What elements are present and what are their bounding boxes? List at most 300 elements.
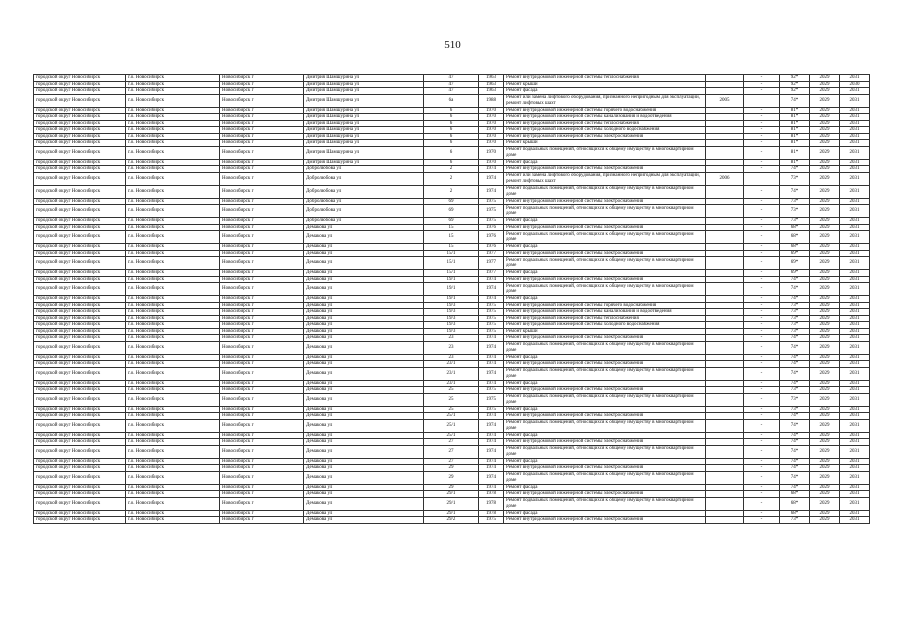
locality-cell: Новосибирск г: [220, 296, 304, 303]
build-year-cell: 1974: [479, 341, 504, 354]
wear-percent-cell: 69*: [780, 250, 810, 257]
municipal-district-cell: городской округ Новосибирск: [34, 393, 126, 406]
municipal-district-cell: городской округ Новосибирск: [34, 205, 126, 218]
settlement-cell: г.о. Новосибирск: [126, 354, 220, 361]
locality-cell: Новосибирск г: [220, 413, 304, 420]
repair-work-cell: Ремонт внутридомовой инженерной системы электроснабжения: [504, 491, 706, 498]
dash-cell: -: [744, 439, 780, 446]
build-year-cell: 1970: [479, 114, 504, 121]
dash-cell: -: [744, 81, 780, 88]
repair-year-cell: [706, 205, 744, 218]
settlement-cell: г.о. Новосибирск: [126, 172, 220, 185]
dash-cell: -: [744, 257, 780, 270]
municipal-district-cell: городской округ Новосибирск: [34, 387, 126, 394]
build-year-cell: 1975: [479, 322, 504, 329]
repair-work-cell: Ремонт фасада: [504, 270, 706, 277]
start-year-cell: 2029: [810, 419, 840, 432]
start-year-cell: 2029: [810, 244, 840, 251]
dash-cell: -: [744, 159, 780, 166]
house-number-cell: 25/1: [424, 419, 479, 432]
house-number-cell: 23/1: [424, 380, 479, 387]
street-cell: Демакова ул: [304, 257, 424, 270]
end-year-cell: 2031: [840, 328, 870, 335]
municipal-district-cell: городской округ Новосибирск: [34, 380, 126, 387]
street-cell: Демакова ул: [304, 419, 424, 432]
house-number-cell: 19/3: [424, 309, 479, 316]
street-cell: Демакова ул: [304, 302, 424, 309]
start-year-cell: 2029: [810, 276, 840, 283]
municipal-district-cell: городской округ Новосибирск: [34, 185, 126, 198]
settlement-cell: г.о. Новосибирск: [126, 406, 220, 413]
start-year-cell: 2029: [810, 224, 840, 231]
municipal-district-cell: городской округ Новосибирск: [34, 302, 126, 309]
locality-cell: Новосибирск г: [220, 328, 304, 335]
repair-work-cell: Ремонт фасада: [504, 432, 706, 439]
dash-cell: -: [744, 465, 780, 472]
municipal-district-cell: городской округ Новосибирск: [34, 465, 126, 472]
settlement-cell: г.о. Новосибирск: [126, 146, 220, 159]
wear-percent-cell: 81*: [780, 159, 810, 166]
build-year-cell: 1974: [479, 413, 504, 420]
build-year-cell: 1975: [479, 387, 504, 394]
end-year-cell: 2031: [840, 439, 870, 446]
table-row: [34, 419, 870, 432]
build-year-cell: 1976: [479, 244, 504, 251]
repair-work-cell: Ремонт подвальных помещений, относящихся к общему имуществу в многоквартирном доме: [504, 445, 706, 458]
street-cell: Демакова ул: [304, 510, 424, 517]
repair-work-cell: Ремонт крыши: [504, 81, 706, 88]
street-cell: Демакова ул: [304, 491, 424, 498]
build-year-cell: 1988: [479, 94, 504, 107]
dash-cell: -: [744, 471, 780, 484]
house-number-cell: 6: [424, 146, 479, 159]
wear-percent-cell: 74*: [780, 354, 810, 361]
end-year-cell: 2031: [840, 393, 870, 406]
street-cell: Дмитрия Шамшурина ул: [304, 75, 424, 82]
build-year-cell: 1974: [479, 354, 504, 361]
start-year-cell: 2029: [810, 94, 840, 107]
house-number-cell: 2: [424, 172, 479, 185]
repair-year-cell: [706, 257, 744, 270]
wear-percent-cell: 73*: [780, 328, 810, 335]
end-year-cell: 2031: [840, 166, 870, 173]
dash-cell: [744, 94, 780, 107]
locality-cell: Новосибирск г: [220, 432, 304, 439]
locality-cell: Новосибирск г: [220, 133, 304, 140]
municipal-district-cell: городской округ Новосибирск: [34, 445, 126, 458]
municipal-district-cell: городской округ Новосибирск: [34, 198, 126, 205]
repair-work-cell: Ремонт фасада: [504, 244, 706, 251]
settlement-cell: г.о. Новосибирск: [126, 445, 220, 458]
repair-work-cell: Ремонт внутридомовой инженерной системы электроснабжения: [504, 250, 706, 257]
street-cell: Демакова ул: [304, 497, 424, 510]
wear-percent-cell: 74*: [780, 166, 810, 173]
settlement-cell: г.о. Новосибирск: [126, 484, 220, 491]
wear-percent-cell: 68*: [780, 491, 810, 498]
start-year-cell: 2029: [810, 432, 840, 439]
locality-cell: Новосибирск г: [220, 146, 304, 159]
dash-cell: -: [744, 367, 780, 380]
repair-work-cell: Ремонт внутридомовой инженерной системы электроснабжения: [504, 133, 706, 140]
dash-cell: -: [744, 127, 780, 134]
build-year-cell: 1963: [479, 88, 504, 95]
municipal-district-cell: городской округ Новосибирск: [34, 497, 126, 510]
dash-cell: -: [744, 335, 780, 342]
start-year-cell: 2029: [810, 393, 840, 406]
house-number-cell: 29: [424, 471, 479, 484]
table-row: [34, 231, 870, 244]
locality-cell: Новосибирск г: [220, 387, 304, 394]
locality-cell: Новосибирск г: [220, 335, 304, 342]
start-year-cell: 2029: [810, 185, 840, 198]
street-cell: Демакова ул: [304, 432, 424, 439]
page-number: 510: [444, 39, 461, 51]
wear-percent-cell: 92*: [780, 81, 810, 88]
settlement-cell: г.о. Новосибирск: [126, 497, 220, 510]
dash-cell: -: [744, 517, 780, 524]
build-year-cell: 1975: [479, 309, 504, 316]
street-cell: Дмитрия Шамшурина ул: [304, 146, 424, 159]
municipal-district-cell: городской округ Новосибирск: [34, 94, 126, 107]
repair-work-cell: Ремонт внутридомовой инженерной системы горячего водоснабжения: [504, 302, 706, 309]
street-cell: Добролюбова ул: [304, 198, 424, 205]
repair-year-cell: [706, 283, 744, 296]
house-number-cell: 29: [424, 465, 479, 472]
wear-percent-cell: 81*: [780, 146, 810, 159]
dash-cell: -: [744, 198, 780, 205]
house-number-cell: 2: [424, 185, 479, 198]
build-year-cell: 1977: [479, 270, 504, 277]
wear-percent-cell: 81*: [780, 133, 810, 140]
street-cell: Демакова ул: [304, 406, 424, 413]
repair-work-cell: Ремонт подвальных помещений, относящихся к общему имуществу в многоквартирном доме: [504, 205, 706, 218]
table-row: [34, 205, 870, 218]
dash-cell: -: [744, 315, 780, 322]
end-year-cell: 2031: [840, 322, 870, 329]
start-year-cell: 2029: [810, 75, 840, 82]
municipal-district-cell: городской округ Новосибирск: [34, 107, 126, 114]
wear-percent-cell: 74*: [780, 419, 810, 432]
build-year-cell: 1975: [479, 406, 504, 413]
municipal-district-cell: городской округ Новосибирск: [34, 276, 126, 283]
settlement-cell: г.о. Новосибирск: [126, 510, 220, 517]
municipal-district-cell: городской округ Новосибирск: [34, 159, 126, 166]
end-year-cell: 2031: [840, 127, 870, 134]
settlement-cell: г.о. Новосибирск: [126, 250, 220, 257]
dash-cell: -: [744, 146, 780, 159]
street-cell: Дмитрия Шамшурина ул: [304, 107, 424, 114]
start-year-cell: 2029: [810, 198, 840, 205]
street-cell: Дмитрия Шамшурина ул: [304, 133, 424, 140]
dash-cell: -: [744, 322, 780, 329]
wear-percent-cell: 74*: [780, 413, 810, 420]
street-cell: Демакова ул: [304, 445, 424, 458]
build-year-cell: 1974: [479, 283, 504, 296]
settlement-cell: г.о. Новосибирск: [126, 218, 220, 225]
street-cell: Дмитрия Шамшурина ул: [304, 114, 424, 121]
municipal-district-cell: городской округ Новосибирск: [34, 335, 126, 342]
street-cell: Демакова ул: [304, 270, 424, 277]
house-number-cell: 6: [424, 159, 479, 166]
end-year-cell: 2031: [840, 244, 870, 251]
dash-cell: -: [744, 497, 780, 510]
locality-cell: Новосибирск г: [220, 231, 304, 244]
start-year-cell: 2029: [810, 309, 840, 316]
house-number-cell: 27: [424, 439, 479, 446]
dash-cell: -: [744, 107, 780, 114]
wear-percent-cell: 74*: [780, 94, 810, 107]
dash-cell: -: [744, 484, 780, 491]
dash-cell: -: [744, 361, 780, 368]
house-number-cell: 25/1: [424, 432, 479, 439]
repair-work-cell: Ремонт внутридомовой инженерной системы электроснабжения: [504, 335, 706, 342]
table-row: [34, 172, 870, 185]
wear-percent-cell: 74*: [780, 276, 810, 283]
municipal-district-cell: городской округ Новосибирск: [34, 218, 126, 225]
municipal-district-cell: городской округ Новосибирск: [34, 367, 126, 380]
repair-work-cell: Ремонт подвальных помещений, относящихся к общему имуществу в многоквартирном доме: [504, 497, 706, 510]
end-year-cell: 2031: [840, 120, 870, 127]
start-year-cell: 2029: [810, 107, 840, 114]
locality-cell: Новосибирск г: [220, 393, 304, 406]
wear-percent-cell: 74*: [780, 484, 810, 491]
municipal-district-cell: городской округ Новосибирск: [34, 491, 126, 498]
wear-percent-cell: 68*: [780, 231, 810, 244]
build-year-cell: 1975: [479, 218, 504, 225]
municipal-district-cell: городской округ Новосибирск: [34, 341, 126, 354]
street-cell: Добролюбова ул: [304, 205, 424, 218]
municipal-district-cell: городской округ Новосибирск: [34, 354, 126, 361]
start-year-cell: 2029: [810, 387, 840, 394]
start-year-cell: 2029: [810, 166, 840, 173]
house-number-cell: 19/1: [424, 296, 479, 303]
end-year-cell: 2031: [840, 465, 870, 472]
settlement-cell: г.о. Новосибирск: [126, 244, 220, 251]
street-cell: Демакова ул: [304, 439, 424, 446]
start-year-cell: 2029: [810, 159, 840, 166]
settlement-cell: г.о. Новосибирск: [126, 107, 220, 114]
build-year-cell: 1974: [479, 276, 504, 283]
build-year-cell: 1963: [479, 81, 504, 88]
house-number-cell: 25/1: [424, 413, 479, 420]
start-year-cell: 2029: [810, 205, 840, 218]
dash-cell: -: [744, 205, 780, 218]
wear-percent-cell: 68*: [780, 244, 810, 251]
wear-percent-cell: 74*: [780, 296, 810, 303]
repair-year-cell: 2005: [706, 94, 744, 107]
settlement-cell: г.о. Новосибирск: [126, 322, 220, 329]
table-row: [34, 517, 870, 524]
settlement-cell: г.о. Новосибирск: [126, 302, 220, 309]
end-year-cell: 2031: [840, 432, 870, 439]
repair-work-cell: Ремонт внутридомовой инженерной системы электроснабжения: [504, 276, 706, 283]
repair-work-cell: Ремонт фасада: [504, 88, 706, 95]
municipal-district-cell: городской округ Новосибирск: [34, 146, 126, 159]
settlement-cell: г.о. Новосибирск: [126, 270, 220, 277]
build-year-cell: 1975: [479, 328, 504, 335]
locality-cell: Новосибирск г: [220, 81, 304, 88]
repair-work-cell: Ремонт внутридомовой инженерной системы электроснабжения: [504, 517, 706, 524]
wear-percent-cell: 74*: [780, 380, 810, 387]
dash-cell: -: [744, 276, 780, 283]
build-year-cell: 1974: [479, 172, 504, 185]
build-year-cell: 1963: [479, 75, 504, 82]
table-row: [34, 94, 870, 107]
start-year-cell: 2029: [810, 367, 840, 380]
settlement-cell: г.о. Новосибирск: [126, 140, 220, 147]
locality-cell: Новосибирск г: [220, 218, 304, 225]
end-year-cell: 2031: [840, 283, 870, 296]
start-year-cell: 2029: [810, 231, 840, 244]
house-number-cell: 27: [424, 445, 479, 458]
house-number-cell: 25: [424, 387, 479, 394]
wear-percent-cell: 74*: [780, 367, 810, 380]
municipal-district-cell: городской округ Новосибирск: [34, 166, 126, 173]
dash-cell: -: [744, 510, 780, 517]
build-year-cell: 1975: [479, 315, 504, 322]
start-year-cell: 2029: [810, 114, 840, 121]
municipal-district-cell: городской округ Новосибирск: [34, 257, 126, 270]
repair-work-cell: Ремонт внутридомовой инженерной системы горячего водоснабжения: [504, 107, 706, 114]
repair-work-cell: Ремонт фасада: [504, 380, 706, 387]
start-year-cell: 2029: [810, 133, 840, 140]
locality-cell: Новосибирск г: [220, 75, 304, 82]
start-year-cell: 2029: [810, 296, 840, 303]
house-number-cell: 23: [424, 335, 479, 342]
street-cell: Демакова ул: [304, 231, 424, 244]
municipal-district-cell: городской округ Новосибирск: [34, 328, 126, 335]
municipal-district-cell: городской округ Новосибирск: [34, 114, 126, 121]
municipal-district-cell: городской округ Новосибирск: [34, 120, 126, 127]
end-year-cell: 2031: [840, 172, 870, 185]
house-number-cell: 19/3: [424, 302, 479, 309]
build-year-cell: 1974: [479, 445, 504, 458]
settlement-cell: г.о. Новосибирск: [126, 413, 220, 420]
repair-work-cell: Ремонт фасада: [504, 458, 706, 465]
street-cell: Добролюбова ул: [304, 172, 424, 185]
street-cell: Демакова ул: [304, 484, 424, 491]
repair-work-cell: Ремонт подвальных помещений, относящихся к общему имуществу в многоквартирном доме: [504, 185, 706, 198]
house-number-cell: 47: [424, 81, 479, 88]
settlement-cell: г.о. Новосибирск: [126, 88, 220, 95]
street-cell: Добролюбова ул: [304, 166, 424, 173]
repair-work-cell: Ремонт подвальных помещений, относящихся к общему имуществу в многоквартирном доме: [504, 231, 706, 244]
wear-percent-cell: 81*: [780, 107, 810, 114]
repair-work-cell: Ремонт внутридомовой инженерной системы электроснабжения: [504, 361, 706, 368]
end-year-cell: 2031: [840, 517, 870, 524]
locality-cell: Новосибирск г: [220, 419, 304, 432]
wear-percent-cell: 81*: [780, 114, 810, 121]
dash-cell: -: [744, 432, 780, 439]
build-year-cell: 1974: [479, 185, 504, 198]
wear-percent-cell: 69*: [780, 257, 810, 270]
start-year-cell: 2029: [810, 270, 840, 277]
end-year-cell: 2031: [840, 471, 870, 484]
wear-percent-cell: 74*: [780, 458, 810, 465]
settlement-cell: г.о. Новосибирск: [126, 367, 220, 380]
settlement-cell: г.о. Новосибирск: [126, 133, 220, 140]
start-year-cell: 2029: [810, 458, 840, 465]
locality-cell: Новосибирск г: [220, 257, 304, 270]
locality-cell: Новосибирск г: [220, 205, 304, 218]
start-year-cell: 2029: [810, 517, 840, 524]
dash-cell: -: [744, 283, 780, 296]
start-year-cell: 2029: [810, 335, 840, 342]
end-year-cell: 2031: [840, 75, 870, 82]
end-year-cell: 2031: [840, 296, 870, 303]
house-number-cell: 29/1: [424, 497, 479, 510]
municipal-district-cell: городской округ Новосибирск: [34, 270, 126, 277]
end-year-cell: 2031: [840, 367, 870, 380]
dash-cell: -: [744, 244, 780, 251]
repair-work-cell: Ремонт внутридомовой инженерной системы электроснабжения: [504, 166, 706, 173]
house-number-cell: 47: [424, 88, 479, 95]
settlement-cell: г.о. Новосибирск: [126, 393, 220, 406]
wear-percent-cell: 68*: [780, 510, 810, 517]
street-cell: Дмитрия Шамшурина ул: [304, 120, 424, 127]
street-cell: Демакова ул: [304, 328, 424, 335]
municipal-district-cell: городской округ Новосибирск: [34, 140, 126, 147]
house-number-cell: 23/1: [424, 367, 479, 380]
wear-percent-cell: 74*: [780, 361, 810, 368]
house-number-cell: 15/1: [424, 250, 479, 257]
house-number-cell: 23: [424, 341, 479, 354]
repair-work-cell: Ремонт подвальных помещений, относящихся к общему имуществу в многоквартирном доме: [504, 146, 706, 159]
repair-year-cell: [706, 419, 744, 432]
street-cell: Демакова ул: [304, 335, 424, 342]
start-year-cell: 2029: [810, 341, 840, 354]
dash-cell: -: [744, 387, 780, 394]
repair-year-cell: [706, 471, 744, 484]
house-number-cell: 29/1: [424, 510, 479, 517]
build-year-cell: 1975: [479, 517, 504, 524]
repair-year-cell: [706, 341, 744, 354]
locality-cell: Новосибирск г: [220, 270, 304, 277]
street-cell: Демакова ул: [304, 322, 424, 329]
start-year-cell: 2029: [810, 88, 840, 95]
repair-work-cell: Ремонт внутридомовой инженерной системы холодного водоснабжения: [504, 322, 706, 329]
municipal-district-cell: городской округ Новосибирск: [34, 172, 126, 185]
build-year-cell: 1974: [479, 380, 504, 387]
house-number-cell: 47: [424, 75, 479, 82]
house-number-cell: 29: [424, 484, 479, 491]
municipal-district-cell: городской округ Новосибирск: [34, 88, 126, 95]
start-year-cell: 2029: [810, 510, 840, 517]
street-cell: Дмитрия Шамшурина ул: [304, 94, 424, 107]
build-year-cell: 1977: [479, 250, 504, 257]
build-year-cell: 1975: [479, 205, 504, 218]
wear-percent-cell: 74*: [780, 341, 810, 354]
wear-percent-cell: 81*: [780, 120, 810, 127]
municipal-district-cell: городской округ Новосибирск: [34, 439, 126, 446]
house-number-cell: 6: [424, 133, 479, 140]
table-row: [34, 341, 870, 354]
settlement-cell: г.о. Новосибирск: [126, 341, 220, 354]
street-cell: Демакова ул: [304, 341, 424, 354]
dash-cell: -: [744, 380, 780, 387]
settlement-cell: г.о. Новосибирск: [126, 257, 220, 270]
build-year-cell: 1978: [479, 510, 504, 517]
repair-year-cell: [706, 367, 744, 380]
repair-work-cell: Ремонт внутридомовой инженерной системы канализования и водоотведения: [504, 309, 706, 316]
end-year-cell: 2031: [840, 107, 870, 114]
end-year-cell: 2031: [840, 445, 870, 458]
repair-work-cell: Ремонт внутридомовой инженерной системы электроснабжения: [504, 387, 706, 394]
build-year-cell: 1970: [479, 120, 504, 127]
repair-work-cell: Ремонт или замена лифтового оборудования, признанного непригодным для эксплуатации, ремонт лифтовых шахт: [504, 94, 706, 107]
settlement-cell: г.о. Новосибирск: [126, 458, 220, 465]
wear-percent-cell: 74*: [780, 185, 810, 198]
